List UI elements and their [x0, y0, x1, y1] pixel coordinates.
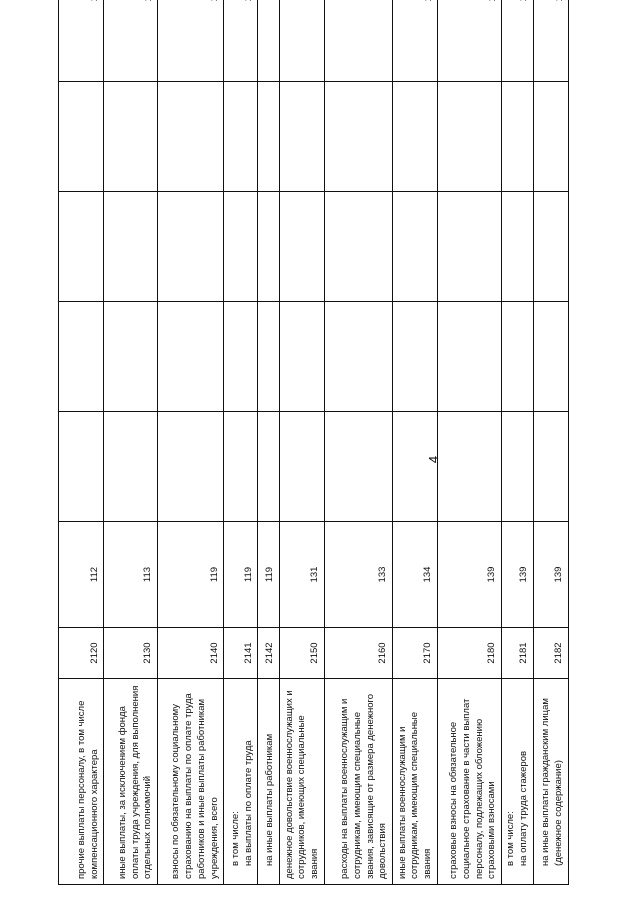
empty-value-cell	[324, 412, 392, 522]
row-name-cell	[438, 679, 502, 885]
row-name-line: в том числе:	[229, 811, 241, 866]
empty-value-cell	[502, 302, 534, 412]
row-kbk-cell: 131	[280, 522, 325, 628]
row-name-line: оплаты труда учреждения, для выполнения	[129, 685, 141, 879]
empty-value-cell	[104, 192, 158, 302]
empty-value-cell	[438, 302, 502, 412]
row-kbk-cell: 119	[224, 522, 258, 628]
row-mark-cell	[502, 0, 534, 82]
empty-value-cell	[158, 192, 224, 302]
empty-value-cell	[438, 82, 502, 192]
row-name-line: иные выплаты военнослужащим и	[396, 726, 408, 879]
empty-value-cell	[533, 412, 568, 522]
empty-value-cell	[393, 192, 438, 302]
row-mark-cell	[224, 0, 258, 82]
table-row	[158, 0, 224, 885]
empty-value-cell	[280, 192, 325, 302]
row-name-cell	[280, 679, 325, 885]
row-name-line: прочие выплаты персоналу, в том числе	[75, 700, 87, 879]
row-kbk-cell: 139	[533, 522, 568, 628]
row-name-line: звания, зависящие от размера денежного	[364, 693, 376, 879]
row-name-line: в том числе:	[505, 811, 517, 866]
row-name-line: денежное довольствие военнослужащих и	[283, 690, 295, 879]
row-kbk-cell: 139	[438, 522, 502, 628]
row-name-line: персоналу, подлежащих обложению	[473, 718, 485, 879]
row-name-cell	[393, 679, 438, 885]
empty-value-cell	[280, 82, 325, 192]
row-name-line: на выплаты по оплате труда	[242, 740, 254, 866]
row-name-line: учреждения, всего	[208, 797, 220, 879]
row-name-cell	[533, 679, 568, 885]
row-name-line: на иные выплаты работникам	[264, 733, 276, 866]
empty-value-cell	[533, 82, 568, 192]
empty-value-cell	[502, 192, 534, 302]
row-name-line: отдельных полномочий	[142, 775, 154, 879]
empty-value-cell	[104, 412, 158, 522]
budget-table	[58, 0, 569, 885]
row-name-cell	[104, 679, 158, 885]
row-code-cell: 2150	[280, 628, 325, 679]
row-mark-cell	[324, 0, 392, 82]
empty-value-cell	[533, 302, 568, 412]
table-row	[258, 0, 280, 885]
empty-value-cell	[224, 192, 258, 302]
table-body	[59, 0, 569, 885]
row-name-line: на оплату труда стажеров	[517, 750, 529, 866]
row-name-cell	[258, 679, 280, 885]
empty-value-cell	[502, 82, 534, 192]
row-kbk-cell: 119	[258, 522, 280, 628]
empty-value-cell	[393, 302, 438, 412]
empty-value-cell	[59, 412, 104, 522]
empty-value-cell	[324, 302, 392, 412]
empty-value-cell	[324, 192, 392, 302]
empty-value-cell	[258, 302, 280, 412]
row-name-line: страхованию на выплаты по оплате труда	[182, 693, 194, 879]
row-kbk-cell: 112	[59, 522, 104, 628]
row-name-line: на иные выплаты гражданским лицам	[540, 698, 552, 866]
row-name-line: социальное страхование в части выплат	[460, 698, 472, 879]
empty-value-cell	[224, 82, 258, 192]
row-name-line: страховыми взносами	[486, 781, 498, 879]
empty-value-cell	[258, 192, 280, 302]
table-row	[59, 0, 104, 885]
row-name-cell	[59, 679, 104, 885]
empty-value-cell	[104, 82, 158, 192]
row-mark-cell	[59, 0, 104, 82]
row-kbk-cell: 119	[158, 522, 224, 628]
empty-value-cell	[59, 82, 104, 192]
row-code-cell: 2182	[533, 628, 568, 679]
empty-value-cell	[258, 412, 280, 522]
empty-value-cell	[438, 412, 502, 522]
row-name-line: иные выплаты, за исключением фонда	[116, 706, 128, 879]
rotated-table-area	[58, 34, 569, 885]
empty-value-cell	[158, 302, 224, 412]
row-name-line: расходы на выплаты военнослужащим и	[338, 698, 350, 879]
empty-value-cell	[59, 192, 104, 302]
row-name-line: страховые взносы на обязательное	[447, 721, 459, 879]
row-code-cell: 2130	[104, 628, 158, 679]
table-row	[502, 0, 534, 885]
table-row	[533, 0, 568, 885]
empty-value-cell	[533, 192, 568, 302]
empty-value-cell	[280, 302, 325, 412]
table-row	[224, 0, 258, 885]
empty-value-cell	[158, 82, 224, 192]
row-mark-cell	[158, 0, 224, 82]
row-name-cell	[158, 679, 224, 885]
empty-value-cell	[502, 412, 534, 522]
empty-value-cell	[393, 82, 438, 192]
row-mark-cell	[438, 0, 502, 82]
empty-value-cell	[258, 82, 280, 192]
row-code-cell: 2141	[224, 628, 258, 679]
row-name-line: сотрудников, имеющих специальные звания	[296, 715, 321, 879]
empty-value-cell	[158, 412, 224, 522]
row-name-cell	[224, 679, 258, 885]
row-code-cell: 2181	[502, 628, 534, 679]
empty-value-cell	[224, 302, 258, 412]
table-row	[393, 0, 438, 885]
row-code-cell: 2180	[438, 628, 502, 679]
empty-value-cell	[104, 302, 158, 412]
row-kbk-cell: 133	[324, 522, 392, 628]
table-row	[324, 0, 392, 885]
table-row	[104, 0, 158, 885]
row-name-line: сотрудникам, имеющим специальные звания	[409, 711, 434, 879]
page-number: 4	[426, 455, 442, 464]
row-mark-cell	[393, 0, 438, 82]
row-name-line: компенсационного характера	[88, 749, 100, 879]
row-name-line: работников и иные выплаты работникам	[195, 698, 207, 879]
empty-value-cell	[393, 412, 438, 522]
empty-value-cell	[438, 192, 502, 302]
empty-value-cell	[59, 302, 104, 412]
empty-value-cell	[224, 412, 258, 522]
row-mark-cell	[104, 0, 158, 82]
empty-value-cell	[324, 82, 392, 192]
empty-value-cell	[280, 412, 325, 522]
row-code-cell: 2170	[393, 628, 438, 679]
row-name-cell	[324, 679, 392, 885]
row-name-line: (денежное содержание)	[553, 760, 565, 866]
row-code-cell: 2160	[324, 628, 392, 679]
row-code-cell: 2142	[258, 628, 280, 679]
row-name-line: сотрудникам, имеющим специальные	[351, 711, 363, 879]
row-mark-cell	[533, 0, 568, 82]
row-code-cell: 2120	[59, 628, 104, 679]
row-kbk-cell: 139	[502, 522, 534, 628]
row-code-cell: 2140	[158, 628, 224, 679]
row-kbk-cell: 113	[104, 522, 158, 628]
row-name-line: взносы по обязательному социальному	[170, 703, 182, 879]
table-row	[280, 0, 325, 885]
row-mark-cell	[258, 0, 280, 82]
row-kbk-cell: 134	[393, 522, 438, 628]
row-name-line: довольствия	[377, 823, 389, 879]
table-row	[438, 0, 502, 885]
row-mark-cell	[280, 0, 325, 82]
row-name-cell	[502, 679, 534, 885]
table-wrapper	[58, 34, 569, 885]
